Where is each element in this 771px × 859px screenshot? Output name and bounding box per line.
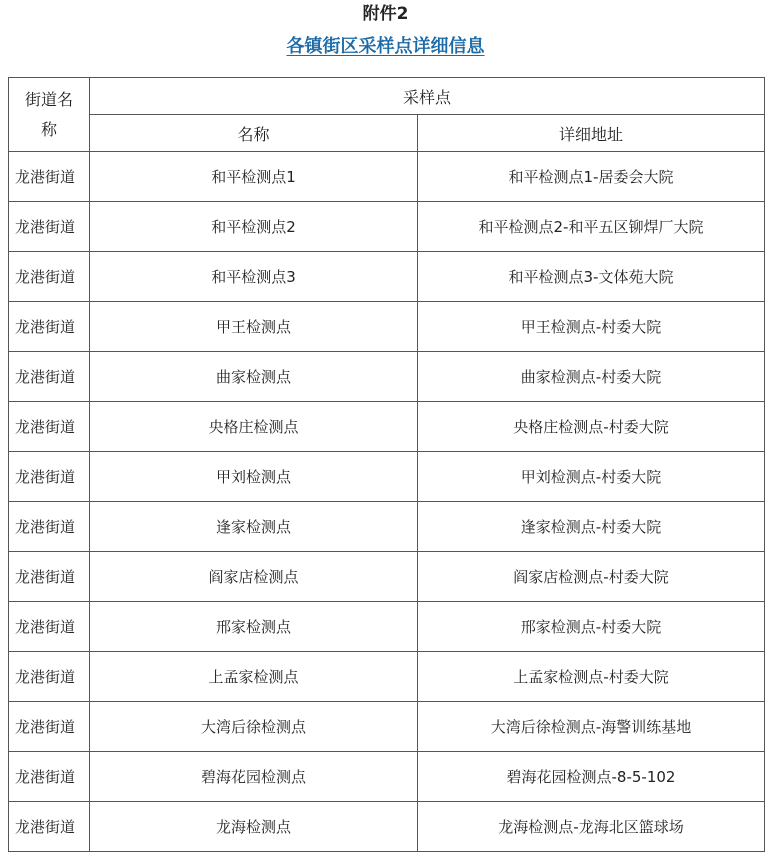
table-row bbox=[9, 552, 765, 602]
address-cell: 和平检测点3-文体苑大院 bbox=[418, 252, 765, 302]
header-address: 详细地址 bbox=[418, 115, 765, 152]
district-cell: 龙港街道 bbox=[9, 302, 90, 352]
address-cell: 甲刘检测点-村委大院 bbox=[418, 452, 765, 502]
table-row bbox=[9, 352, 765, 402]
address-cell: 碧海花园检测点-8-5-102 bbox=[418, 752, 765, 802]
address-cell: 邢家检测点-村委大院 bbox=[418, 602, 765, 652]
name-cell: 曲家检测点 bbox=[90, 352, 418, 402]
table-row bbox=[9, 502, 765, 552]
name-cell: 大湾后徐检测点 bbox=[90, 702, 418, 752]
name-cell: 和平检测点1 bbox=[90, 152, 418, 202]
district-cell: 龙港街道 bbox=[9, 352, 90, 402]
address-cell: 龙海检测点-龙海北区篮球场 bbox=[418, 802, 765, 852]
district-cell: 龙港街道 bbox=[9, 702, 90, 752]
address-cell: 大湾后徐检测点-海警训练基地 bbox=[418, 702, 765, 752]
address-cell: 和平检测点1-居委会大院 bbox=[418, 152, 765, 202]
table-row bbox=[9, 402, 765, 452]
district-cell: 龙港街道 bbox=[9, 152, 90, 202]
table-row bbox=[9, 702, 765, 752]
address-cell: 上孟家检测点-村委大院 bbox=[418, 652, 765, 702]
address-cell: 逢家检测点-村委大院 bbox=[418, 502, 765, 552]
table-subheader-row bbox=[9, 115, 765, 152]
sampling-points-table bbox=[8, 77, 765, 852]
address-cell: 甲王检测点-村委大院 bbox=[418, 302, 765, 352]
district-cell: 龙港街道 bbox=[9, 252, 90, 302]
name-cell: 甲王检测点 bbox=[90, 302, 418, 352]
name-cell: 和平检测点3 bbox=[90, 252, 418, 302]
name-cell: 阎家店检测点 bbox=[90, 552, 418, 602]
district-cell: 龙港街道 bbox=[9, 652, 90, 702]
page-title-text: 各镇街区采样点详细信息 bbox=[286, 36, 485, 57]
name-cell: 逢家检测点 bbox=[90, 502, 418, 552]
district-cell: 龙港街道 bbox=[9, 752, 90, 802]
name-cell: 央格庄检测点 bbox=[90, 402, 418, 452]
district-cell: 龙港街道 bbox=[9, 552, 90, 602]
district-cell: 龙港街道 bbox=[9, 502, 90, 552]
name-cell: 邢家检测点 bbox=[90, 602, 418, 652]
table-row bbox=[9, 802, 765, 852]
district-cell: 龙港街道 bbox=[9, 802, 90, 852]
name-cell: 和平检测点2 bbox=[90, 202, 418, 252]
page-title bbox=[0, 34, 771, 60]
district-cell: 龙港街道 bbox=[9, 402, 90, 452]
address-cell: 和平检测点2-和平五区铆焊厂大院 bbox=[418, 202, 765, 252]
name-cell: 碧海花园检测点 bbox=[90, 752, 418, 802]
attachment-label: 附件2 bbox=[362, 4, 409, 24]
address-cell: 曲家检测点-村委大院 bbox=[418, 352, 765, 402]
header-sampling-points: 采样点 bbox=[90, 78, 765, 115]
header-district-line2: 称 bbox=[40, 119, 57, 139]
table-row bbox=[9, 302, 765, 352]
district-cell: 龙港街道 bbox=[9, 452, 90, 502]
address-cell: 央格庄检测点-村委大院 bbox=[418, 402, 765, 452]
district-cell: 龙港街道 bbox=[9, 202, 90, 252]
table-row bbox=[9, 252, 765, 302]
table-row bbox=[9, 202, 765, 252]
table-header-row bbox=[9, 78, 765, 115]
name-cell: 甲刘检测点 bbox=[90, 452, 418, 502]
name-cell: 龙海检测点 bbox=[90, 802, 418, 852]
header-district-line1: 街道名 bbox=[24, 89, 73, 109]
table-row bbox=[9, 152, 765, 202]
address-cell: 阎家店检测点-村委大院 bbox=[418, 552, 765, 602]
table-row bbox=[9, 652, 765, 702]
table-row bbox=[9, 752, 765, 802]
name-cell: 上孟家检测点 bbox=[90, 652, 418, 702]
district-cell: 龙港街道 bbox=[9, 602, 90, 652]
table-row bbox=[9, 452, 765, 502]
table-row bbox=[9, 602, 765, 652]
header-name: 名称 bbox=[90, 115, 418, 152]
header-district bbox=[9, 78, 90, 152]
